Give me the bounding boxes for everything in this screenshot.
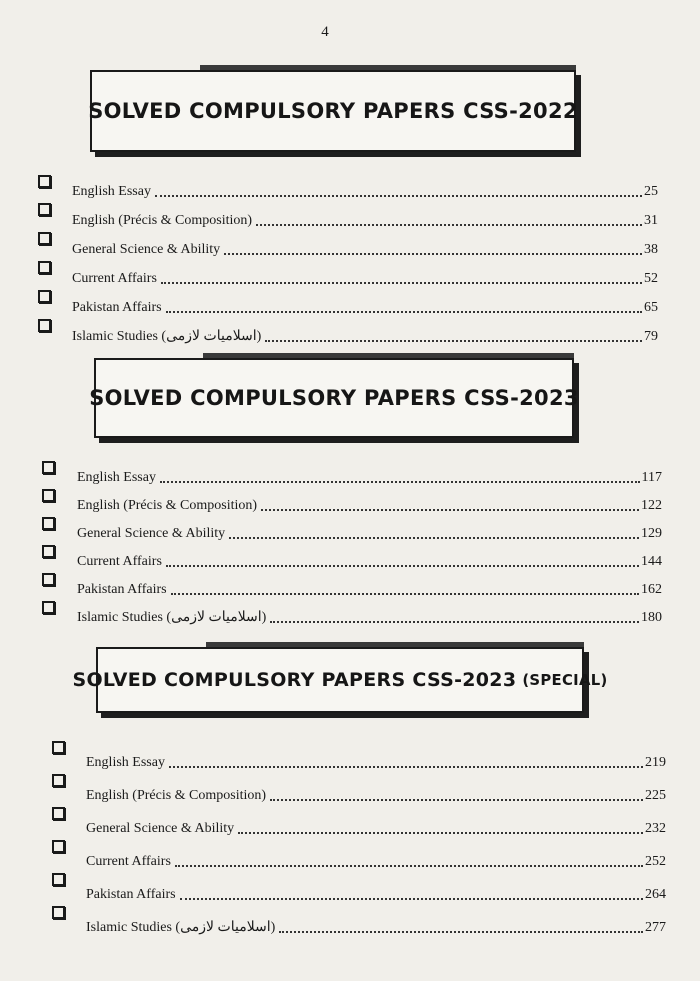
checkbox-icon — [52, 840, 65, 853]
checkbox-icon — [38, 203, 51, 216]
toc-item-title: Islamic Studies (اسلامیات لازمی) — [72, 329, 262, 344]
dot-leader — [238, 832, 643, 834]
checkbox-icon — [42, 517, 55, 530]
toc-item-title: Current Affairs — [77, 554, 162, 569]
toc-item[interactable] — [42, 570, 662, 598]
toc-item-page: 144 — [641, 554, 662, 569]
toc-item-title: Pakistan Affairs — [77, 582, 167, 597]
toc-item-page: 252 — [645, 854, 666, 869]
toc-item-page: 122 — [641, 498, 662, 513]
section-heading-suffix: (SPECIAL) — [522, 671, 608, 689]
dot-leader — [166, 311, 642, 313]
dot-leader — [261, 509, 639, 511]
toc-item-title: General Science & Ability — [86, 821, 235, 836]
dot-leader — [229, 537, 639, 539]
toc-item-title: Islamic Studies (اسلامیات لازمی) — [77, 610, 267, 625]
toc-item-title: Pakistan Affairs — [72, 300, 162, 315]
dot-leader — [224, 253, 642, 255]
dot-leader — [166, 565, 639, 567]
toc-item[interactable] — [52, 870, 666, 903]
checkbox-icon — [42, 461, 55, 474]
dot-leader — [256, 224, 642, 226]
checkbox-icon — [52, 741, 65, 754]
checkbox-icon — [52, 807, 65, 820]
checkbox-icon — [42, 573, 55, 586]
dot-leader — [171, 593, 639, 595]
toc-item-page: 79 — [644, 329, 658, 344]
checkbox-icon — [42, 545, 55, 558]
page-number: 4 — [321, 24, 329, 40]
toc-item-title: English (Précis & Composition) — [86, 788, 267, 803]
toc-item-page: 225 — [645, 788, 666, 803]
toc-item[interactable] — [38, 200, 658, 229]
toc-item-page: 31 — [644, 213, 658, 228]
toc-item-page: 25 — [644, 184, 658, 199]
dot-leader — [270, 621, 639, 623]
checkbox-icon — [52, 873, 65, 886]
toc-list — [52, 738, 666, 936]
toc-item[interactable] — [52, 837, 666, 870]
dot-leader — [169, 766, 643, 768]
toc-list — [42, 458, 662, 626]
toc-item[interactable] — [42, 542, 662, 570]
toc-item[interactable] — [38, 287, 658, 316]
section-heading: SOLVED COMPULSORY PAPERS CSS-2022 — [88, 99, 578, 123]
toc-item-title: English (Précis & Composition) — [72, 213, 253, 228]
checkbox-icon — [38, 319, 51, 332]
toc-item[interactable] — [52, 738, 666, 771]
section-heading-banner — [89, 358, 579, 438]
toc-item-title: Current Affairs — [72, 271, 157, 286]
toc-item[interactable] — [42, 486, 662, 514]
toc-item-title: English Essay — [77, 470, 156, 485]
toc-item[interactable] — [38, 258, 658, 287]
toc-item-page: 264 — [645, 887, 666, 902]
toc-item-page: 162 — [641, 582, 662, 597]
toc-item-page: 180 — [641, 610, 662, 625]
toc-item-title: Pakistan Affairs — [86, 887, 176, 902]
toc-item[interactable] — [52, 903, 666, 936]
dot-leader — [155, 195, 642, 197]
dot-leader — [270, 799, 643, 801]
checkbox-icon — [38, 261, 51, 274]
toc-item-title: General Science & Ability — [72, 242, 221, 257]
dot-leader — [161, 282, 642, 284]
section-heading: SOLVED COMPULSORY PAPERS CSS-2023 — [89, 386, 579, 410]
toc-item[interactable] — [38, 172, 658, 200]
checkbox-icon — [42, 601, 55, 614]
toc-item-title: English Essay — [86, 755, 165, 770]
toc-item-title: Current Affairs — [86, 854, 171, 869]
toc-item[interactable] — [52, 771, 666, 804]
toc-item-page: 232 — [645, 821, 666, 836]
toc-item[interactable] — [42, 458, 662, 486]
toc-item[interactable] — [52, 804, 666, 837]
toc-item[interactable] — [42, 598, 662, 626]
toc-list — [38, 172, 658, 345]
toc-item-page: 52 — [644, 271, 658, 286]
checkbox-icon — [52, 906, 65, 919]
checkbox-icon — [38, 175, 51, 188]
section-heading: SOLVED COMPULSORY PAPERS CSS-2023 — [72, 669, 517, 691]
checkbox-icon — [38, 290, 51, 303]
section-heading-banner — [72, 647, 608, 713]
toc-item-page: 65 — [644, 300, 658, 315]
toc-item-title: English (Précis & Composition) — [77, 498, 258, 513]
toc-item-title: English Essay — [72, 184, 151, 199]
toc-item-title: Islamic Studies (اسلامیات لازمی) — [86, 920, 276, 935]
toc-item[interactable] — [38, 229, 658, 258]
dot-leader — [180, 898, 643, 900]
dot-leader — [160, 481, 640, 483]
dot-leader — [279, 931, 643, 933]
toc-item-page: 117 — [641, 470, 662, 485]
toc-item[interactable] — [42, 514, 662, 542]
checkbox-icon — [52, 774, 65, 787]
section-heading-banner — [90, 70, 576, 152]
toc-item-title: General Science & Ability — [77, 526, 226, 541]
dot-leader — [265, 340, 642, 342]
toc-item-page: 219 — [645, 755, 666, 770]
dot-leader — [175, 865, 643, 867]
toc-item-page: 277 — [645, 920, 666, 935]
toc-item-page: 129 — [641, 526, 662, 541]
checkbox-icon — [38, 232, 51, 245]
toc-item[interactable] — [38, 316, 658, 345]
toc-item-page: 38 — [644, 242, 658, 257]
checkbox-icon — [42, 489, 55, 502]
